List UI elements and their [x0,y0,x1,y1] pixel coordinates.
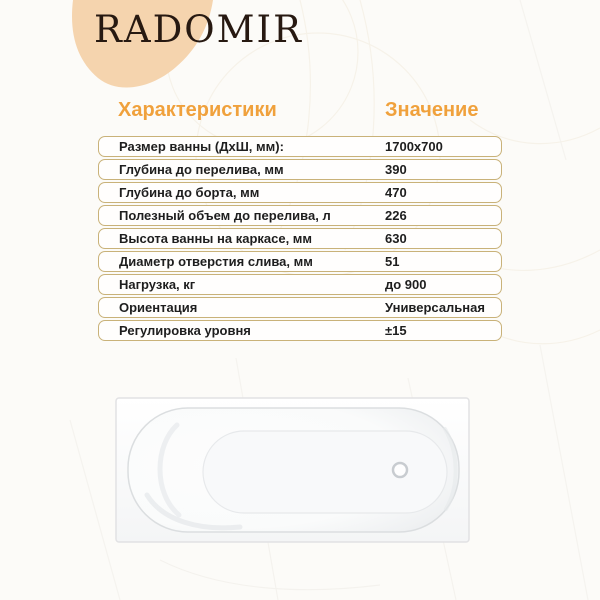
table-row [98,159,502,180]
spec-value: ±15 [385,323,407,338]
table-row [98,251,502,272]
spec-value: 226 [385,208,407,223]
spec-label: Регулировка уровня [119,323,251,338]
table-row [98,182,502,203]
table-row [98,228,502,249]
spec-label: Размер ванны (ДхШ, мм): [119,139,284,154]
table-row [98,320,502,341]
table-row [98,205,502,226]
bathtub-top-view-image [115,397,470,543]
spec-value: 51 [385,254,400,269]
spec-value: до 900 [385,277,427,292]
spec-label: Диаметр отверстия слива, мм [119,254,313,269]
spec-value: 630 [385,231,407,246]
table-header-characteristics: Характеристики [118,99,277,121]
spec-label: Глубина до перелива, мм [119,162,284,177]
spec-value: 470 [385,185,407,200]
spec-label: Высота ванны на каркасе, мм [119,231,313,246]
spec-label: Ориентация [119,300,198,315]
table-row [98,274,502,295]
spec-table [98,136,502,343]
brand-logo: RADOMIR [94,8,303,51]
table-row [98,297,502,318]
spec-label: Глубина до борта, мм [119,185,260,200]
spec-label: Нагрузка, кг [119,277,196,292]
bathtub-floor [203,431,447,513]
table-header-value: Значение [385,99,479,121]
drain-hole [393,463,407,477]
spec-value: 390 [385,162,407,177]
spec-label: Полезный объем до перелива, л [119,208,331,223]
spec-value: 1700x700 [385,139,443,154]
table-row [98,136,502,157]
spec-value: Универсальная [385,300,485,315]
